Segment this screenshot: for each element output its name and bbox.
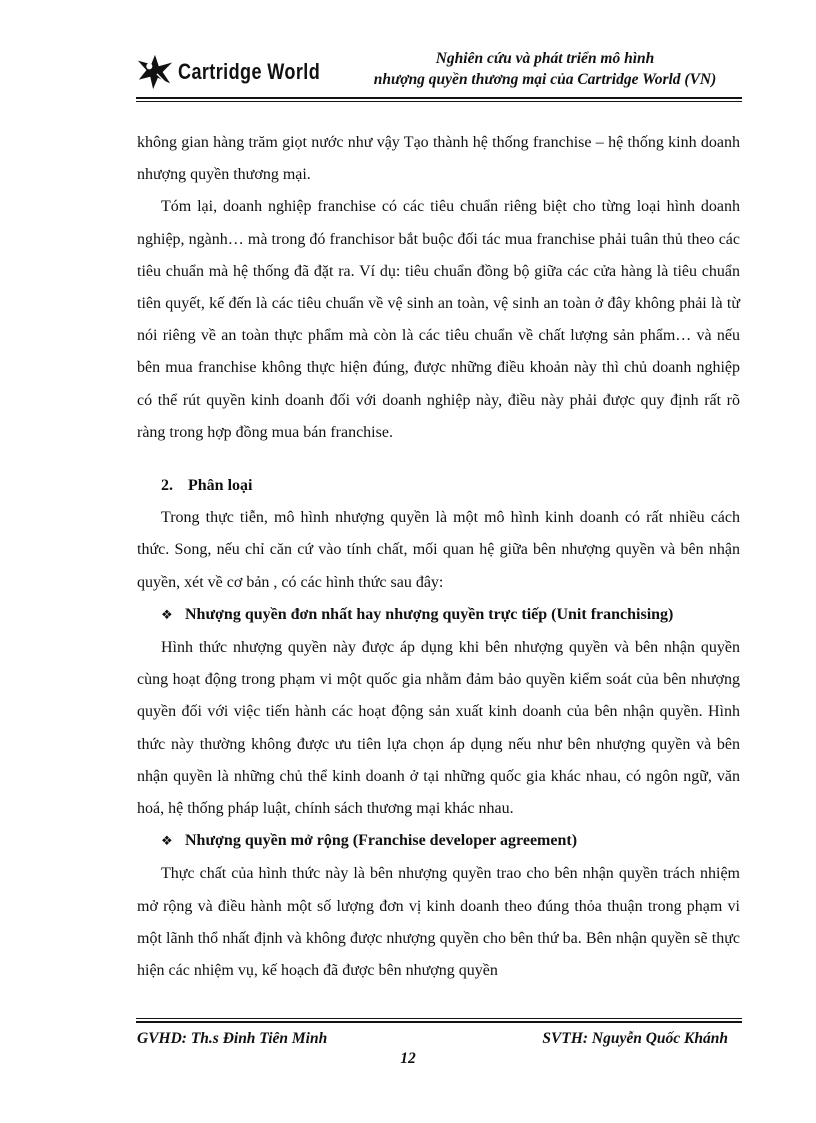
paragraph: Trong thực tiễn, mô hình nhượng quyền là một mô hình kinh doanh có rất nhiều cách thức. Song, nếu chỉ căn cứ vào tính chất, mối quan hệ giữa bên nhượng quyền và bên nhận quyền, xét về cơ bản , có các hình thức sau đây:	[137, 509, 740, 591]
bullet-heading-text: Nhượng quyền đơn nhất hay nhượng quyền trực tiếp (Unit franchising)	[185, 605, 674, 623]
logo-text: Cartridge World	[178, 59, 321, 84]
paragraph: Thực chất của hình thức này là bên nhượng quyền trao cho bên nhận quyền trách nhiệm mở rộng và điều hành một số lượng đơn vị kinh doanh theo đúng thỏa thuận trong phạm vi một lãnh thổ nhất định và không được nhượng quyền cho bên thứ ba. Bên nhận quyền sẽ thực hiện các nhiệm vụ, kế hoạch đã được bên nhượng quyền	[137, 865, 740, 980]
paragraph: Hình thức nhượng quyền này được áp dụng khi bên nhượng quyền và bên nhận quyền cùng hoạt động trong phạm vi một quốc gia nhằm đảm bảo quyền kiểm soát của bên nhượng quyền đối với việc tiến hành các hoạt động sản xuất kinh doanh của bên nhận quyền. Hình thức này thường không được ưu tiên lựa chọn áp dụng nếu như bên nhượng quyền và bên nhận quyền là những chủ thể kinh doanh ở tại những quốc gia khác nhau, có ngôn ngữ, văn hoá, hệ thống pháp luật, chính sách thương mại khác nhau.	[137, 639, 740, 818]
bullet-heading	[137, 825, 740, 858]
footer-student: SVTH: Nguyễn Quốc Khánh	[542, 1030, 728, 1047]
header-title-line-2: nhượng quyền thương mại của Cartridge World (VN)	[373, 71, 717, 88]
footer-supervisor: GVHD: Th.s Đinh Tiên Minh	[137, 1030, 328, 1047]
logo	[136, 52, 351, 92]
diamond-bullet-icon: ❖	[161, 607, 173, 623]
cartridge-world-star-icon	[136, 53, 174, 91]
header-title	[350, 48, 740, 90]
section-number: 2.	[161, 477, 173, 495]
diamond-bullet-icon: ❖	[161, 834, 173, 850]
header-title-line-1: Nghiên cứu và phát triển mô hình	[435, 50, 655, 67]
section-title: Phân loại	[188, 477, 253, 495]
page-number: 12	[400, 1050, 416, 1067]
bullet-heading	[137, 599, 740, 632]
paragraph: không gian hàng trăm giọt nước như vậy Tạo thành hệ thống franchise – hệ thống kinh doanh nhượng quyền thương mại.	[137, 134, 740, 184]
header-divider	[136, 97, 742, 102]
page-content	[137, 127, 740, 987]
footer-divider	[136, 1018, 742, 1023]
spacer	[137, 449, 740, 470]
section-heading	[137, 470, 740, 502]
paragraph: Tóm lại, doanh nghiệp franchise có các tiêu chuẩn riêng biệt cho từng loại hình doanh nghiệp, ngành… mà trong đó franchisor bắt buộc đối tác mua franchise phải tuân thủ theo các tiêu chuẩn mà hệ thống đã đặt ra. Ví dụ: tiêu chuẩn đồng bộ giữa các cửa hàng là tiêu chuẩn tiên quyết, kế đến là các tiêu chuẩn về vệ sinh an toàn, vệ sinh an toàn ở đây không phải là từ nói riêng về an toàn thực phẩm mà còn là các tiêu chuẩn về chất lượng sản phẩm… và nếu bên mua franchise không thực hiện đúng, được những điều khoản này thì chủ doanh nghiệp có thể rút quyền kinh doanh đối với doanh nghiệp này, điều này phải được quy định rất rõ ràng trong hợp đồng mua bán franchise.	[137, 198, 740, 441]
bullet-heading-text: Nhượng quyền mở rộng (Franchise developer agreement)	[185, 832, 578, 850]
page-header	[136, 44, 742, 96]
